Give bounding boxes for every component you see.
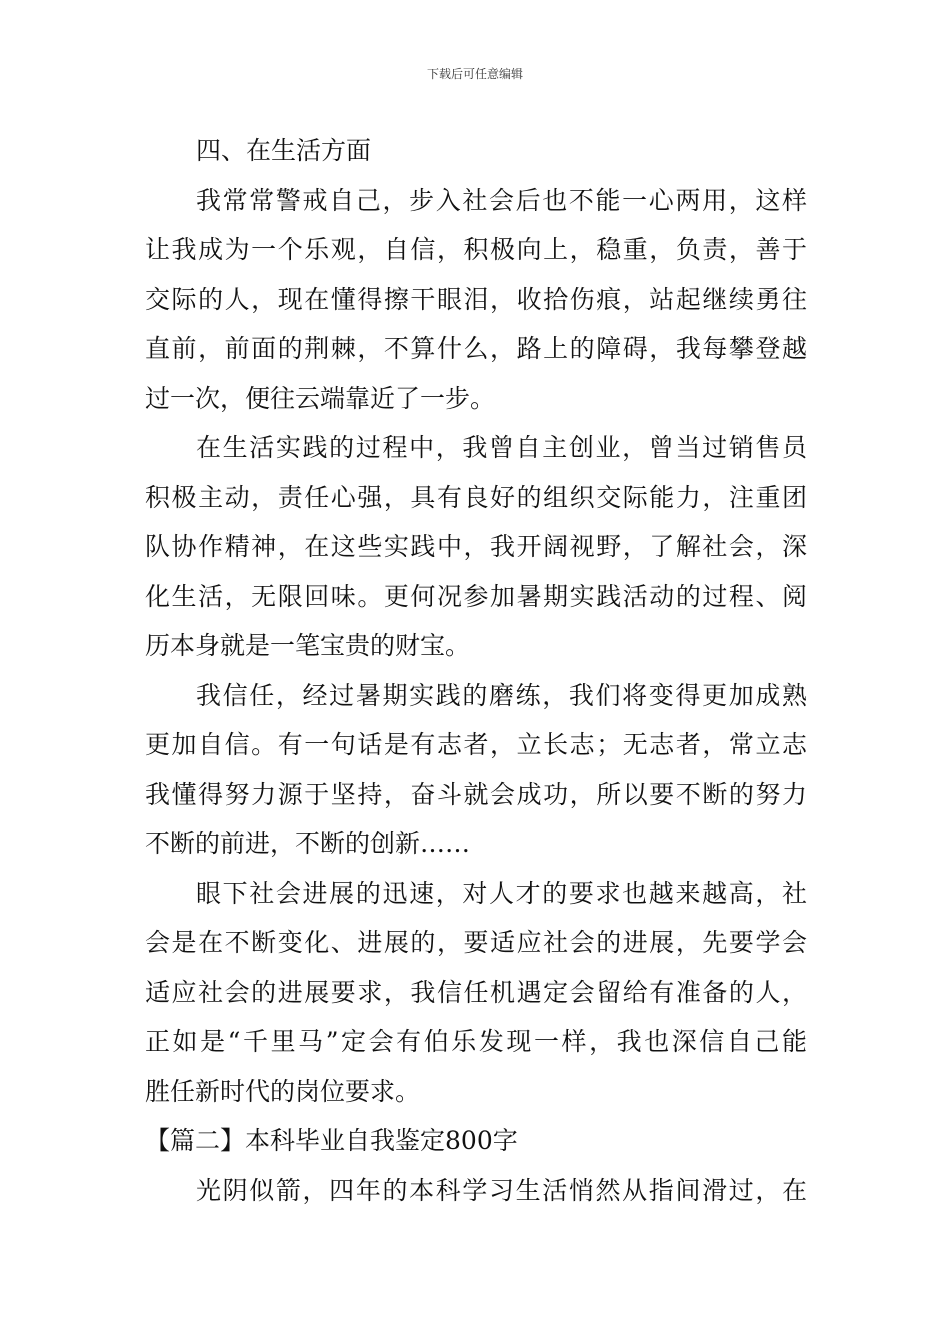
text-line: 交际的人，现在懂得擦干眼泪，收拾伤痕，站起继续勇往 xyxy=(145,284,807,314)
text-line: 在生活实践的过程中，我曾自主创业，曾当过销售员 xyxy=(196,433,807,462)
text-line: 胜任新时代的岗位要求。 xyxy=(145,1076,421,1106)
text-line: 我懂得努力源于坚持，奋斗就会成功，所以要不断的努力 xyxy=(145,779,807,809)
page-header: 下载后可任意编辑 xyxy=(426,67,523,81)
text-line: 会是在不断变化、进展的，要适应社会的进展，先要学会 xyxy=(145,928,807,957)
text-line: 我信任，经过暑期实践的磨练，我们将变得更加成熟 xyxy=(196,680,807,710)
text-line: 过一次，便往云端靠近了一步。 xyxy=(145,383,496,413)
text-line: 四、在生活方面 xyxy=(196,136,372,165)
text-line: 让我成为一个乐观，自信，积极向上，稳重，负责，善于 xyxy=(145,235,807,264)
text-line: 正如是“千里马”定会有伯乐发现一样，我也深信自己能 xyxy=(145,1027,807,1056)
text-line: 适应社会的进展要求，我信任机遇定会留给有准备的人， xyxy=(145,977,807,1007)
text-line: 不断的前进，不断的创新…… xyxy=(145,829,471,858)
text-line: 队协作精神，在这些实践中，我开阔视野，了解社会，深 xyxy=(145,532,807,561)
document-body xyxy=(145,126,807,1215)
text-line: 更加自信。有一句话是有志者，立长志；无志者，常立志 xyxy=(145,730,807,759)
text-line: 直前，前面的荆棘，不算什么，路上的障碍，我每攀登越 xyxy=(145,334,807,363)
text-line: 光阴似箭，四年的本科学习生活悄然从指间滑过，在 xyxy=(196,1175,807,1205)
text-line: 眼下社会进展的迅速，对人才的要求也越来越高，社 xyxy=(196,878,807,908)
text-line: 历本身就是一笔宝贵的财宝。 xyxy=(145,631,471,660)
text-line: 积极主动，责任心强，具有良好的组织交际能力，注重团 xyxy=(145,482,807,512)
text-line: 化生活，无限回味。更何况参加暑期实践活动的过程、阅 xyxy=(145,581,807,611)
text-line: 我常常警戒自己，步入社会后也不能一心两用，这样 xyxy=(196,185,807,215)
section-heading: 【篇二】本科毕业自我鉴定800字 xyxy=(145,1126,518,1155)
